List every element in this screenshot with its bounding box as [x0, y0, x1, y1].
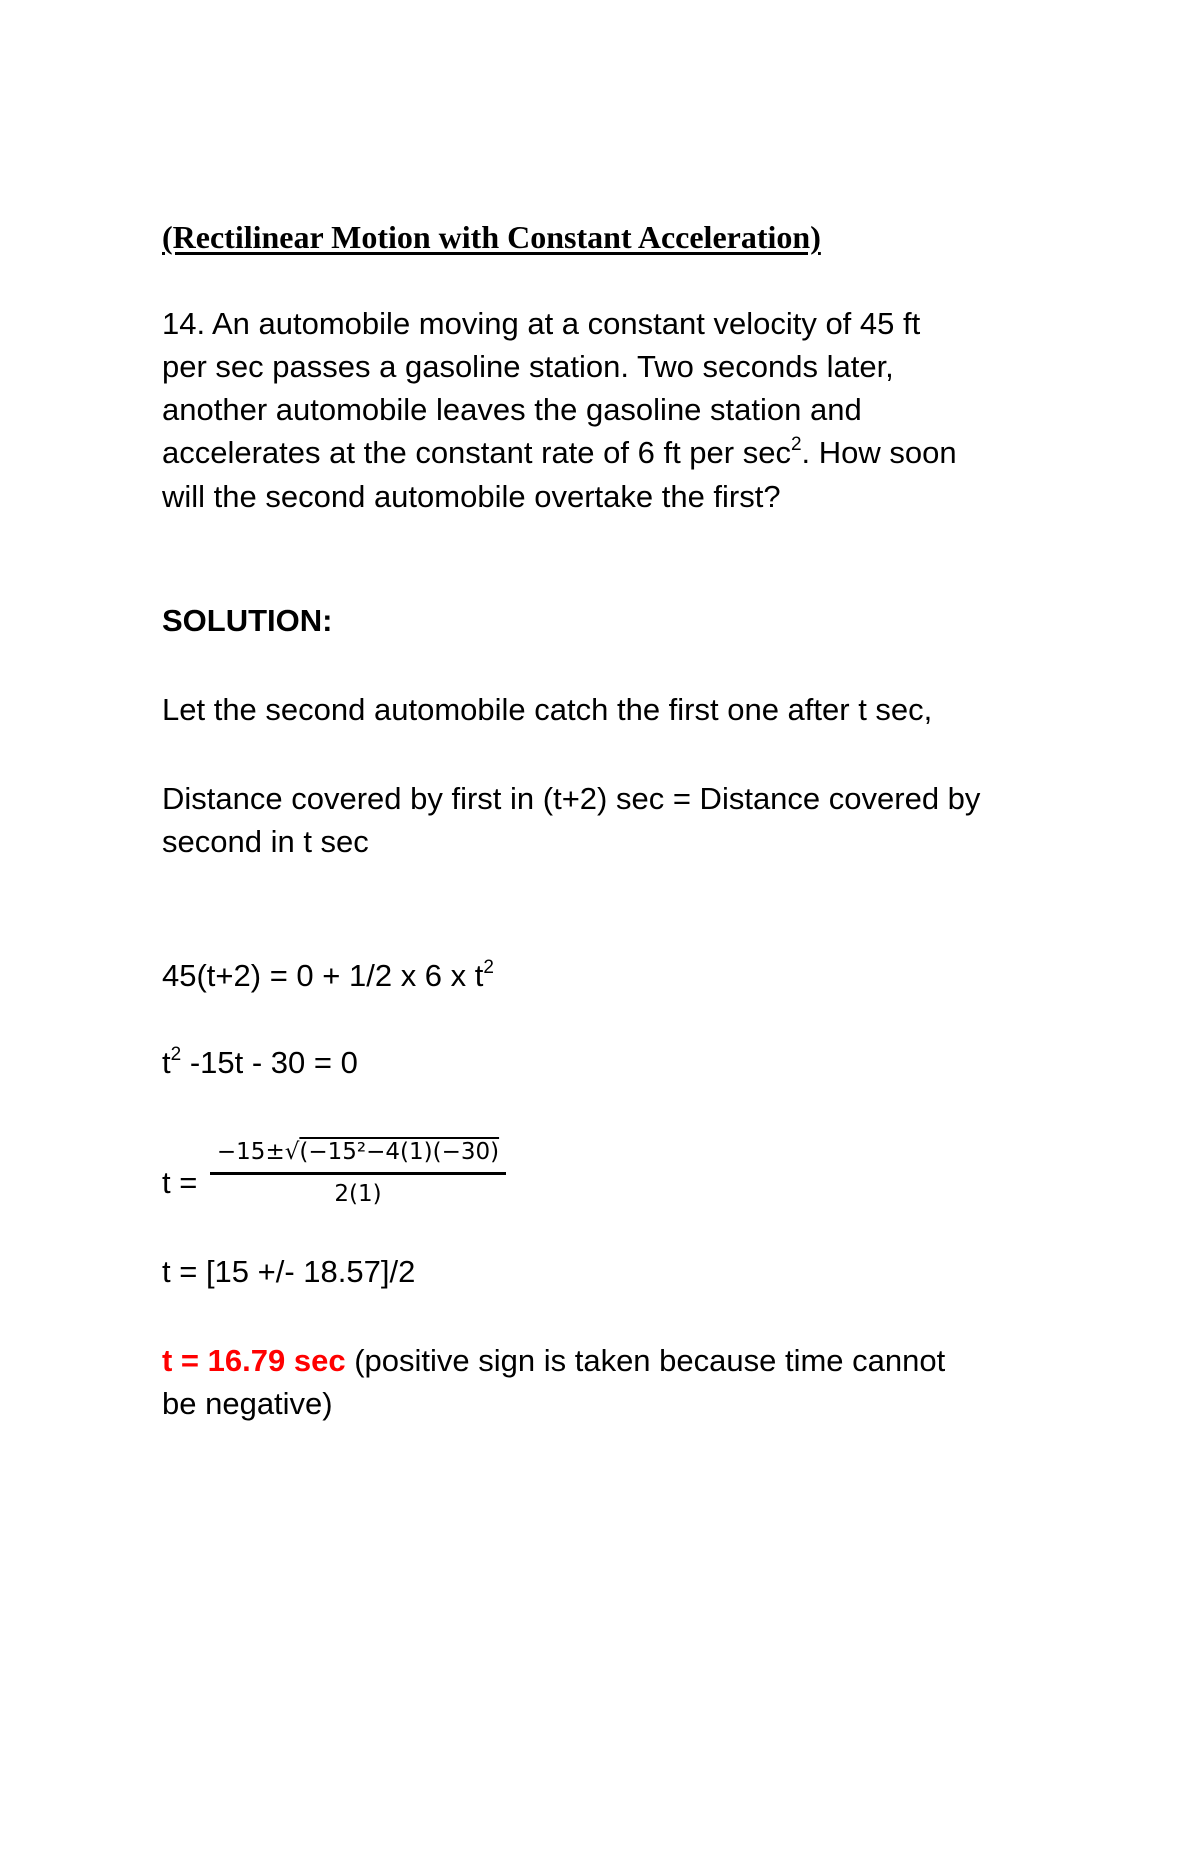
final-answer: t = 16.79 sec	[162, 1343, 346, 1378]
equation-1	[162, 954, 494, 998]
distance-line-1: Distance covered by first in (t+2) sec = Distance covered by	[162, 781, 981, 816]
fraction-numerator	[208, 1138, 508, 1166]
equation-2-text: -15t - 30 = 0	[181, 1045, 358, 1080]
equation-2-variable: t	[162, 1045, 171, 1080]
fraction-denominator: 2(1)	[334, 1181, 382, 1207]
distance-line-2: second in t sec	[162, 824, 369, 859]
equation-1-text: 45(t+2) = 0 + 1/2 x 6 x t	[162, 958, 484, 993]
fraction-bar	[210, 1172, 506, 1175]
answer-line-2: be negative)	[162, 1386, 333, 1421]
solution-let-line: Let the second automobile catch the first one after t sec,	[162, 692, 933, 727]
problem-line-5: will the second automobile overtake the first?	[162, 479, 781, 514]
equation-1-exponent: 2	[483, 956, 494, 978]
equation-2-exponent: 2	[170, 1043, 182, 1065]
problem-line-3: another automobile leaves the gasoline station and	[162, 392, 862, 427]
problem-line-4	[162, 431, 957, 475]
equation-4: t = [15 +/- 18.57]/2	[162, 1254, 416, 1289]
answer-line-1	[162, 1339, 945, 1383]
problem-line-4-text: accelerates at the constant rate of 6 ft per sec	[162, 435, 791, 470]
numerator-prefix: −15±√	[216, 1139, 300, 1165]
section-heading: (Rectilinear Motion with Constant Acceleration)	[162, 219, 821, 255]
answer-note: (positive sign is taken because time cannot	[345, 1343, 946, 1378]
numerator-radicand: (−15²−4(1)(−30)	[299, 1139, 500, 1165]
quadratic-formula-lhs: t =	[162, 1165, 198, 1200]
problem-line-4-tail: . How soon	[801, 435, 957, 470]
problem-line-1: 14. An automobile moving at a constant velocity of 45 ft	[162, 306, 921, 341]
equation-2	[162, 1041, 358, 1085]
problem-line-2: per sec passes a gasoline station. Two seconds later,	[162, 349, 894, 384]
solution-label: SOLUTION:	[162, 603, 333, 638]
problem-line-4-exponent: 2	[790, 433, 802, 455]
